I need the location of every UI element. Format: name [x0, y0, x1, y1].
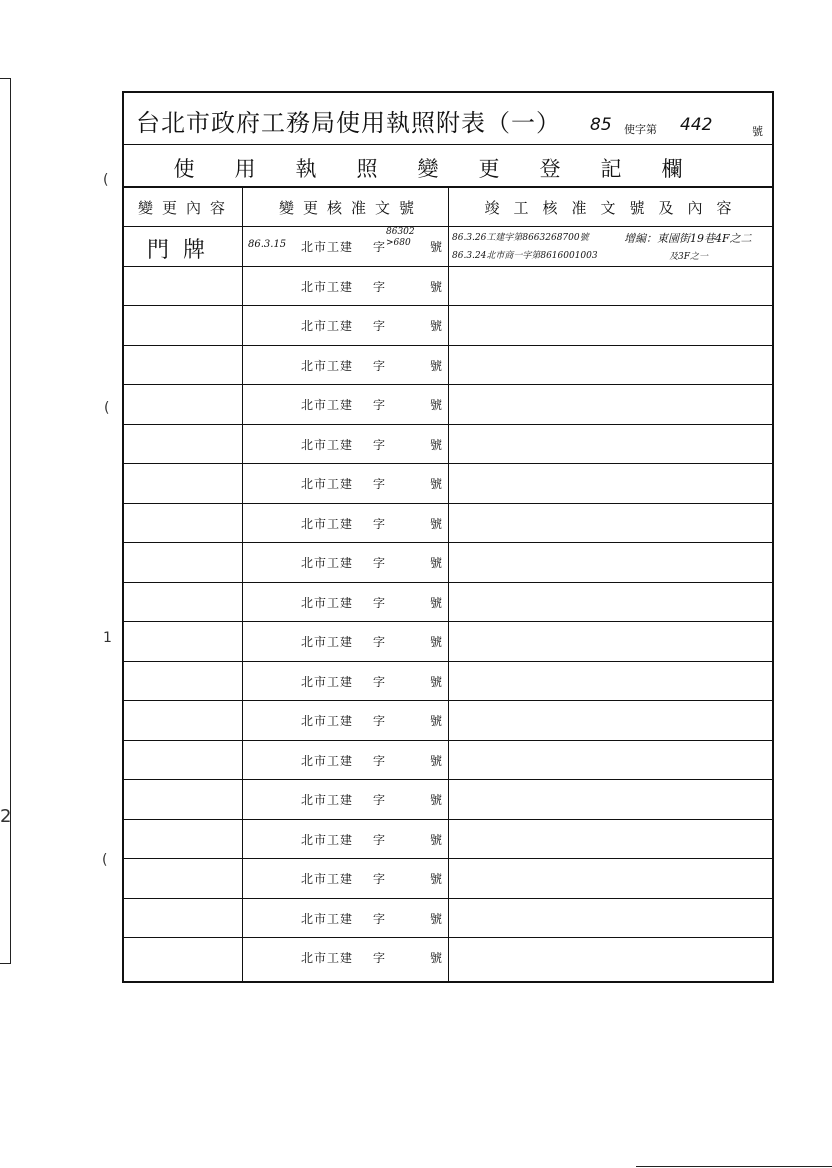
approval-city: 北市工建 — [301, 358, 354, 373]
approval-zi: 字 — [373, 753, 386, 768]
approval-zi: 字 — [373, 951, 386, 965]
table-row — [124, 425, 772, 465]
approval-zi: 字 — [373, 635, 386, 649]
approval-zi: 字 — [373, 398, 386, 412]
table-row — [124, 306, 772, 346]
margin-mark: 2 — [0, 806, 12, 827]
approval-date-handwritten: 86.3.15 — [248, 239, 287, 250]
approval-city: 北市工建 — [301, 951, 354, 965]
approval-hao: 號 — [430, 753, 443, 768]
approval-hao: 號 — [430, 556, 443, 570]
approval-zi: 字 — [373, 516, 386, 531]
approval-city: 北市工建 — [301, 674, 354, 689]
approval-city: 北市工建 — [301, 872, 354, 886]
table-row — [124, 820, 772, 860]
completion-note-2: 及3F之一 — [669, 252, 708, 262]
approval-zi: 字 — [373, 279, 386, 294]
approval-number-handwritten: 86302 >680 — [386, 227, 415, 248]
approval-city: 北市工建 — [301, 279, 354, 294]
approval-zi: 字 — [373, 911, 386, 926]
approval-zi: 字 — [373, 872, 386, 886]
permit-label: 使字第 — [624, 123, 657, 136]
approval-hao: 號 — [430, 516, 443, 531]
approval-zi: 字 — [373, 437, 386, 452]
approval-hao: 號 — [430, 635, 443, 649]
title-row — [124, 93, 772, 145]
approval-city: 北市工建 — [301, 911, 354, 926]
table-row — [124, 267, 772, 307]
table-row — [124, 741, 772, 781]
scan-bottom-right-line — [636, 1166, 832, 1167]
scan-edge-bottom — [0, 963, 11, 964]
approval-zi: 字 — [373, 556, 386, 570]
header-content: 變更內容 — [137, 199, 234, 217]
approval-hao: 號 — [430, 714, 443, 728]
approval-hao: 號 — [430, 279, 443, 294]
approval-hao: 號 — [430, 319, 443, 333]
section-title-row — [124, 145, 772, 188]
header-completion: 竣工核准文號及內容 — [484, 199, 746, 217]
table-row — [124, 464, 772, 504]
table-row — [124, 346, 772, 386]
change-content-handwritten: 門牌 — [146, 238, 219, 263]
completion-note-1: 增編：東園街19巷4F之二 — [624, 232, 752, 245]
approval-zi: 字 — [373, 240, 386, 254]
section-title: 使用執照變更登記欄 — [173, 157, 723, 181]
permit-code-handwritten: 442 — [680, 115, 713, 135]
table-row — [124, 622, 772, 662]
approval-hao: 號 — [430, 832, 443, 847]
approval-city: 北市工建 — [301, 240, 354, 254]
approval-hao: 號 — [430, 951, 443, 965]
approval-city: 北市工建 — [301, 437, 354, 452]
table-row-first — [124, 227, 772, 267]
approval-city: 北市工建 — [301, 753, 354, 768]
header-approval: 變更核准文號 — [278, 199, 423, 217]
usage-license-attachment-form — [122, 91, 774, 983]
approval-city: 北市工建 — [301, 793, 354, 807]
table-body — [124, 227, 772, 983]
approval-hao: 號 — [430, 437, 443, 452]
approval-zi: 字 — [373, 674, 386, 689]
approval-city: 北市工建 — [301, 832, 354, 847]
approval-city: 北市工建 — [301, 398, 354, 412]
margin-mark: ( — [104, 400, 110, 416]
approval-hao: 號 — [430, 793, 443, 807]
approval-city: 北市工建 — [301, 477, 354, 491]
approval-hao: 號 — [430, 872, 443, 886]
approval-hao: 號 — [430, 358, 443, 373]
approval-hao: 號 — [430, 477, 443, 491]
table-row — [124, 701, 772, 741]
table-row — [124, 859, 772, 899]
table-row — [124, 780, 772, 820]
completion-line-1: 86.3.26工建字第8663268700號 — [452, 233, 589, 243]
table-row — [124, 385, 772, 425]
approval-hao: 號 — [430, 674, 443, 689]
approval-zi: 字 — [373, 319, 386, 333]
table-row — [124, 662, 772, 702]
table-row — [124, 938, 772, 978]
permit-suffix: 號 — [752, 125, 763, 138]
margin-mark: ( — [102, 852, 108, 868]
form-title: 台北市政府工務局使用執照附表（一） — [136, 109, 561, 137]
completion-line-2: 86.3.24北市商一字第8616001003 — [452, 251, 598, 261]
approval-zi: 字 — [373, 714, 386, 728]
approval-hao: 號 — [430, 911, 443, 926]
scan-edge-top — [0, 78, 11, 79]
approval-hao: 號 — [430, 240, 443, 254]
approval-zi: 字 — [373, 358, 386, 373]
table-row — [124, 899, 772, 939]
approval-zi: 字 — [373, 477, 386, 491]
table-row — [124, 583, 772, 623]
approval-zi: 字 — [373, 793, 386, 807]
table-row — [124, 543, 772, 583]
approval-city: 北市工建 — [301, 714, 354, 728]
approval-city: 北市工建 — [301, 516, 354, 531]
table-row — [124, 504, 772, 544]
margin-mark: ( — [103, 172, 109, 188]
scan-edge-vertical — [10, 78, 11, 964]
approval-zi: 字 — [373, 595, 386, 610]
approval-city: 北市工建 — [301, 635, 354, 649]
approval-city: 北市工建 — [301, 556, 354, 570]
approval-hao: 號 — [430, 398, 443, 412]
approval-city: 北市工建 — [301, 319, 354, 333]
approval-hao: 號 — [430, 595, 443, 610]
margin-mark: 1 — [103, 630, 112, 646]
approval-city: 北市工建 — [301, 595, 354, 610]
permit-year-handwritten: 85 — [590, 115, 612, 135]
approval-zi: 字 — [373, 832, 386, 847]
